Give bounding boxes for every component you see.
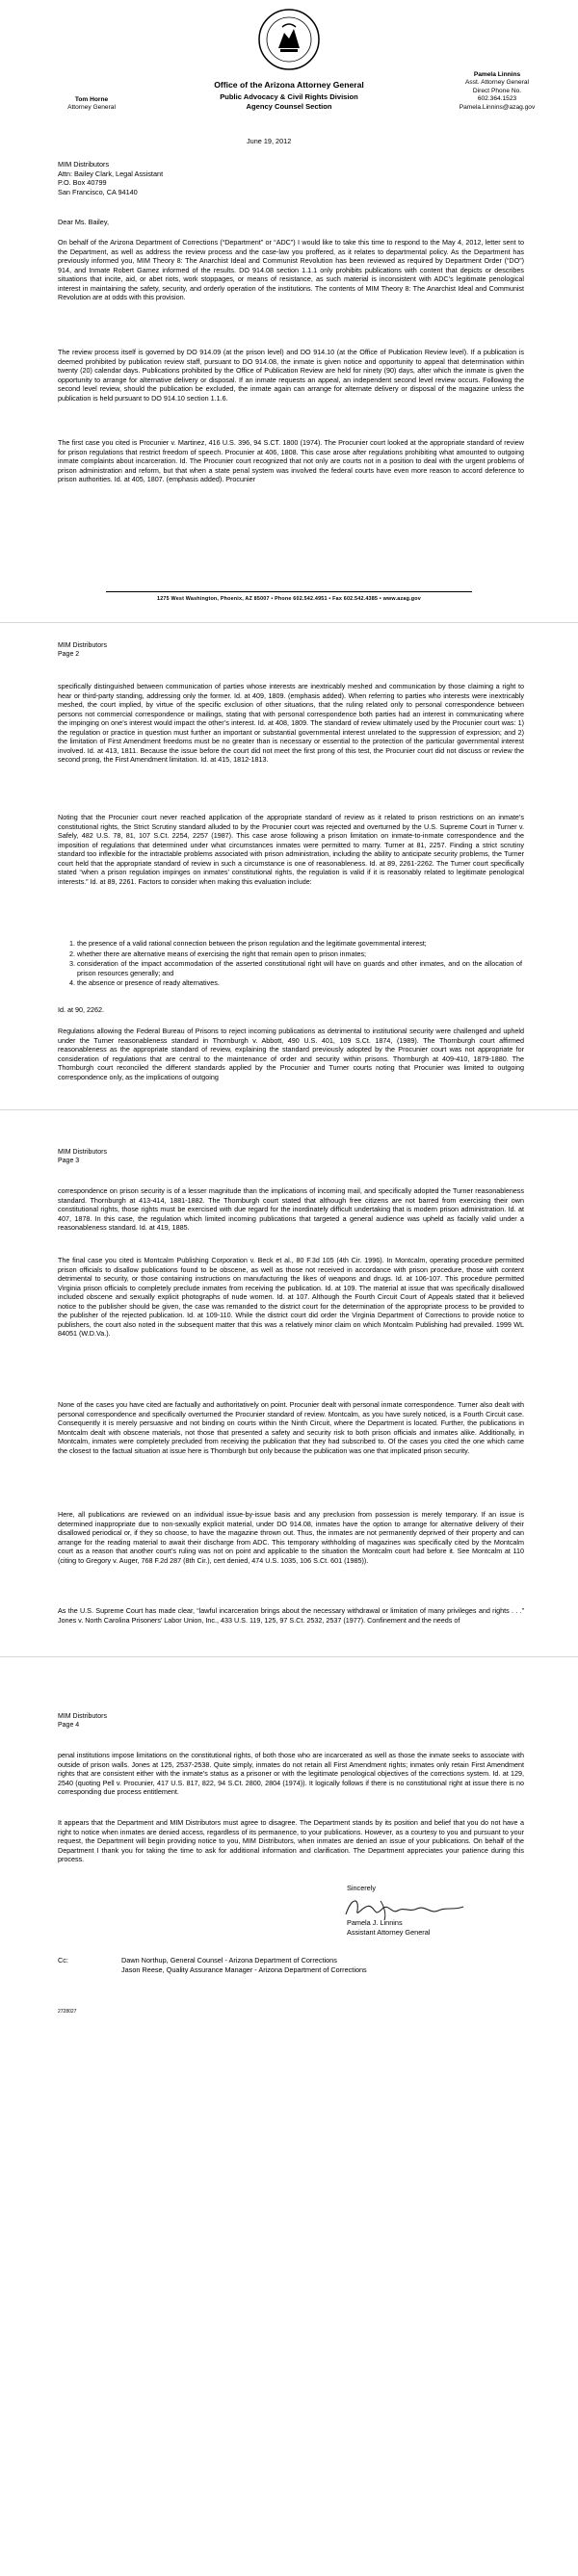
letterhead-section: Agency Counsel Section: [246, 102, 332, 111]
body-paragraph: None of the cases you have cited are factually and authoritatively on point. Procunier dealt with personal inmate correspondence. Turner also dealt with personal correspondence and specifically overturned the Procunier standard of review. Montcalm, as you have surely noticed, is a Fourth Circuit case. Consequently it is merely persuasive and not binding on courts within the Ninth Circuit, where the Department is located. Further, the publications in Montcalm dealt with obscene materials, not those that presented a safety and security risk to both prison officials and inmates alike. Additionally, in Montcalm, inmates were completely precluded from receiving the publication that they had subscribed to. Of the cases you cited the one which came the closest to the factual situation at issue here is Thornburgh but only because the publication was one that implicated prison security.: [58, 1400, 524, 1455]
letter-date: June 19, 2012: [247, 137, 292, 145]
page-header-recipient: MIM Distributors: [58, 1713, 107, 1720]
page-header-recipient: MIM Distributors: [58, 1149, 107, 1156]
attorney-general-seal: [257, 8, 321, 71]
salutation: Dear Ms. Bailey,: [58, 218, 109, 226]
body-paragraph: Here, all publications are reviewed on an individual issue-by-issue basis and any preclusion from possession is merely temporary. If an issue is determined inappropriate due to non-sexually explicit material, under DO 914.08, inmates have the option to arrange for alternative delivery of their disallowed periodical or, if they so choose, to have the magazine thrown out. Thus, the inmates are not permanently deprived of their property and can arrange for the reading material to await their discharge from ADC. This temporary withholding of magazines was specifically cited by the Montcalm court as a reason that another court’s ruling was not on point and applicable to the situation the Montcalm court had before it. See Montcalm at 110 (citing to Gregory v. Auger, 768 F.2d 287 (8th Cir.), cert denied, 474 U.S. 1035, 106 S.Ct. 601 (1985)).: [58, 1510, 524, 1565]
page-number: Page 2: [58, 651, 80, 658]
recipient-line: MIM Distributors: [58, 160, 110, 169]
page-number: Page 3: [58, 1158, 80, 1164]
cc-label: Cc:: [58, 1956, 68, 1965]
body-paragraph: correspondence on prison security is of a lesser magnitude than the implications of incoming mail, and specifically adopted the Turner reasonableness standard. Thornburgh at 413-414, 1881-1882. The Thornburgh court stated that although free citizens are not barred from exercising their own constitutional rights, those rights must be exercised with due regard for the inordinately difficult undertaking that is modern prison administration. Id. at 407, 1878. In this case, the regulation which limited incoming publications that targeted a general audience was upheld as facially valid under a reasonableness standard. Id. at 419, 1885.: [58, 1186, 524, 1233]
page-number: Page 4: [58, 1722, 80, 1729]
factor-item: 2. whether there are alternative means of exercising the right that remain open to prison inmates;: [77, 950, 522, 959]
footer-rule: [106, 591, 472, 592]
cc-list: [121, 1956, 367, 1974]
letterhead-footer: 1275 West Washington, Phoenix, AZ 85007 • Phone 602.542.4951 • Fax 602.542.4385 • www.azag.gov: [157, 596, 421, 602]
factor-item: 1. the presence of a valid rational connection between the prison regulation and the legitimate governmental interest;: [77, 939, 522, 949]
cc-recipient: Dawn Northup, General Counsel - Arizona Department of Corrections: [121, 1956, 337, 1965]
page-header: [58, 641, 107, 659]
signer-email[interactable]: Pamela.Linnins@azag.gov: [459, 103, 536, 111]
body-paragraph: It appears that the Department and MIM Distributors must agree to disagree. The Department stands by its position and belief that you do not have a right to notice when inmates are denied access, regardless of its permanence, to your publications. However, as a courtesy to you and pursuant to your request, the Department will begin providing notice to you, MIM Distributors, when inmates are denied an issue of your publications. On behalf of the Department I thank you for taking the time to ask for additional information and clarification. The Department appreciates your patience during this process.: [58, 1818, 524, 1864]
body-paragraph: As the U.S. Supreme Court has made clear, “lawful incarceration brings about the necessary withdrawal or limitation of many privileges and rights . . .” Jones v. North Carolina Prisoners’ Labor Union, Inc., 433 U.S. 119, 125, 97 S.Ct. 2532, 2537 (1977). Confinement and the needs of: [58, 1606, 524, 1625]
signature-block: [347, 1918, 430, 1937]
closing: Sincerely: [347, 1884, 377, 1892]
factor-item: 3. consideration of the impact accommodation of the asserted constitutional right will have on guards and other inmates, and on the allocation of prison resources generally; and: [77, 959, 522, 977]
factor-item: 4. the absence or presence of ready alternatives.: [77, 978, 522, 988]
body-paragraph: specifically distinguished between communication of parties whose interests are inextricably meshed and communication by those claiming a right to hear or third-party standing, addressing only the former. Id. at 409, 1809. (emphasis added). When referring to parties who interests were inextricably meshed, the court implied, by virtue of the specific exclusion of other situations, that the ruling related only to personal correspondence between persons not commercial correspondence or mailings, stating that with personal correspondence both parties had an interest in communicating where the impinging on one’s interest would impact the other’s interest. Id. at 408, 1809. The standard of review ultimately used by the Procunier court was: 1) the regulation or practice in question must further an important or substantial governmental interest unrelated to the suppression of expression; and 2) the limitation of First Amendment freedoms must be no greater than is necessary or essential to the protection of the particular governmental interest involved. Id. at 413, 1811. Because the issue before the court did not meet the first prong of this test, the Procunier court did not discuss or review the second prong, the First Amendment limitation. Id. at 415, 1812-1813.: [58, 682, 524, 765]
body-paragraph: penal institutions impose limitations on the constitutional rights, of both those who are incarcerated as well as those the inmate seeks to associate with outside of prison walls. Jones at 125, 2537-2538. Quite simply, inmates do not retain all First Amendment rights; inmates only retain First Amendment rights that are consistent either with the inmate’s status as a prisoner or with the legitimate penological objectives of the corrections system. Id. at 129, 2540 (quoting Pell v. Procunier, 417 U.S. 817, 822, 94 S.Ct. 2800, 2804 (1974)). It logically follows if there is no constitutional right at issue there is no corresponding due process entitlement.: [58, 1751, 524, 1797]
recipient-line: San Francisco, CA 94140: [58, 187, 138, 196]
letterhead-right-block: [453, 71, 541, 112]
body-paragraph: On behalf of the Arizona Department of Corrections (“Department” or “ADC”) I would like to take this time to respond to the May 4, 2012, letter sent to the Department, as well as address the review process and the case-law you proffered, as it relates to departmental policy. As the Department has previously informed you, MIM Theory 8: The Anarchist Ideal and Communist Revolution has been reviewed as required by Department Order (“DO”) 914, and Inmate Robert Gamez informed of the results. DO 914.08 section 1.1.1 only prohibits publications with content that depicts or describes situations that incite, aid, or abet riots, work stoppages, or means of resistance, as such material is inconsistent with ADC’s legitimate penological interest in maintaining the safety, security, and orderly operation of the institutions. The contents of MIM Theory 8: The Anarchist Ideal and Communist Revolution are at odds with this provision.: [58, 238, 524, 302]
factor-list: [64, 939, 522, 989]
document-number: 2728027: [58, 2009, 77, 2015]
body-paragraph: The review process itself is governed by DO 914.09 (at the prison level) and DO 914.10 (at the Office of Publication Review level). If a publication is deemed prohibited by publication review staff, pursuant to DO 914.08, the inmate is given notice and opportunity to appeal that determination within twenty (20) calendar days. Publications prohibited by the Office of Publication Review are held for ninety (90) days, after which the inmate is given the opportunity to arrange for alternative delivery or disposal. If an inmate requests an appeal, an independent second level review occurs. Following the second level review, should the publication be excluded, the inmate again can arrange for alternate delivery or disposal of the magazine unless the publication is held pursuant to DO 914.10 section 1.1.6.: [58, 348, 524, 403]
cc-recipient: Jason Reese, Quality Assurance Manager - Arizona Department of Corrections: [121, 1965, 367, 1974]
page-header-recipient: MIM Distributors: [58, 642, 107, 649]
attorney-general-title: Attorney General: [67, 104, 116, 112]
letterhead-left-block: [58, 96, 125, 113]
signer-title-header: Asst. Attorney General: [465, 79, 529, 87]
signer-title: Assistant Attorney General: [347, 1927, 431, 1937]
recipient-line: P.O. Box 40799: [58, 178, 107, 188]
page-divider: [0, 1656, 578, 1657]
letterhead-office: Office of the Arizona Attorney General: [214, 80, 364, 90]
attorney-general-name: Tom Horne: [74, 96, 109, 103]
body-paragraph: The final case you cited is Montcalm Publishing Corporation v. Beck et al., 80 F.3d 105 (4th Cir. 1996). In Montcalm, operating procedure permitted prison officials to disallow publications found to be obscene, as well as those not received in accordance with prison procedure, those with content detrimental to security, or those containing instructions on manufacturing the likes of weapons and drugs. Id. at 106-107. This procedure permitted Virginia prison officials to completely preclude inmates from receiving the publication. Id. at 109. The material at issue that was specifically disallowed included obscene and sexually explicit photographs of nude women. Id. at 107. Although the Fourth Circuit Court of Appeals stated that it believed notice to the publisher should be given, the case was remanded to the district court for the determination of the appropriate process to be provided to the publisher of the rejected publication. Id. at 109-110. While the district court did order the Virginia Department of Corrections to provide notice to publishers, the court also noted in the subsequent matter that this was a relatively minor claim on which Montcalm Publishing had prevailed. 1999 WL 84051 (W.D.Va.).: [58, 1256, 524, 1339]
citation: Id. at 90, 2262.: [58, 1005, 104, 1014]
recipient-address: [58, 160, 163, 196]
direct-phone: 602.364.1523: [477, 95, 517, 103]
page-divider: [0, 622, 578, 623]
page-header: [58, 1148, 107, 1165]
signer-name: Pamela J. Linnins: [347, 1918, 403, 1927]
direct-phone-label: Direct Phone No.: [472, 87, 522, 94]
page-divider: [0, 1109, 578, 1110]
page-header: [58, 1712, 107, 1730]
body-paragraph: Noting that the Procunier court never reached application of the appropriate standard of review as it related to prison restrictions on an inmate’s constitutional rights, the Strict Scrutiny standard alluded to by the Procunier court was rejected and overturned by the U.S. Supreme Court in Turner v. Safely, 482 U.S. 78, 81, 107 S.Ct. 2254, 2257 (1987). This case arose following a prison limitation on inmate-to-inmate correspondence and the imposition of regulations that determined under what circumstances inmates were permitted to marry. Turner at 81, 2257. Finding a strict scrutiny standard too inflexible for the intractable problems associated with prison administration, including the ability to anticipate security problems, the Turner court held that the appropriate standard of review in such a circumstance is one of reasonableness. Id. at 89, 2261-2262. The Turner court specifically stated “when a prison regulation impinges on inmates’ constitutional rights, the regulation is valid if it is reasonably related to legitimate penological interests.” Id. at 89, 2261. Factors to consider when making this evaluation include:: [58, 813, 524, 886]
recipient-line: Attn: Bailey Clark, Legal Assistant: [58, 169, 164, 178]
body-paragraph: The first case you cited is Procunier v. Martinez, 416 U.S. 396, 94 S.CT. 1800 (1974). The Procunier court looked at the appropriate standard of review for prison regulations that restrict freedom of speech. Procunier at 406, 1808. This case arose after regulations prohibiting what amounted to outgoing inmate complaints about incarceration. Id. The Procunier court recognized that not only are courts not in a position to deal with the urgent problems of prison administration and reform, but that when a state penal system was involved the federal courts have even more reason to accord deference to prison authorities. Id. at 405, 1807. (emphasis added). Procunier: [58, 438, 524, 484]
signer-name-header: Pamela Linnins: [473, 71, 521, 78]
body-paragraph: Regulations allowing the Federal Bureau of Prisons to reject incoming publications as detrimental to institutional security were challenged and upheld under the Turner reasonableness standard in Thornburgh v. Abbott, 490 U.S. 401, 109 S.Ct. 1874, (1989). The Thornburgh court affirmed reasonableness as the appropriate standard of review, explaining the standard previously adopted by the Procunier court was not appropriate for consideration of regulations that are central to the maintenance of order and security within prisons. Thornburgh at 409-410, 1879-1880. The Thornburgh court reconciled the different standards applied by the Procunier and Turner courts noting that Procunier was limited to outgoing correspondence only, as the implications of outgoing: [58, 1027, 524, 1081]
letterhead-division: Public Advocacy & Civil Rights Division: [220, 92, 358, 101]
